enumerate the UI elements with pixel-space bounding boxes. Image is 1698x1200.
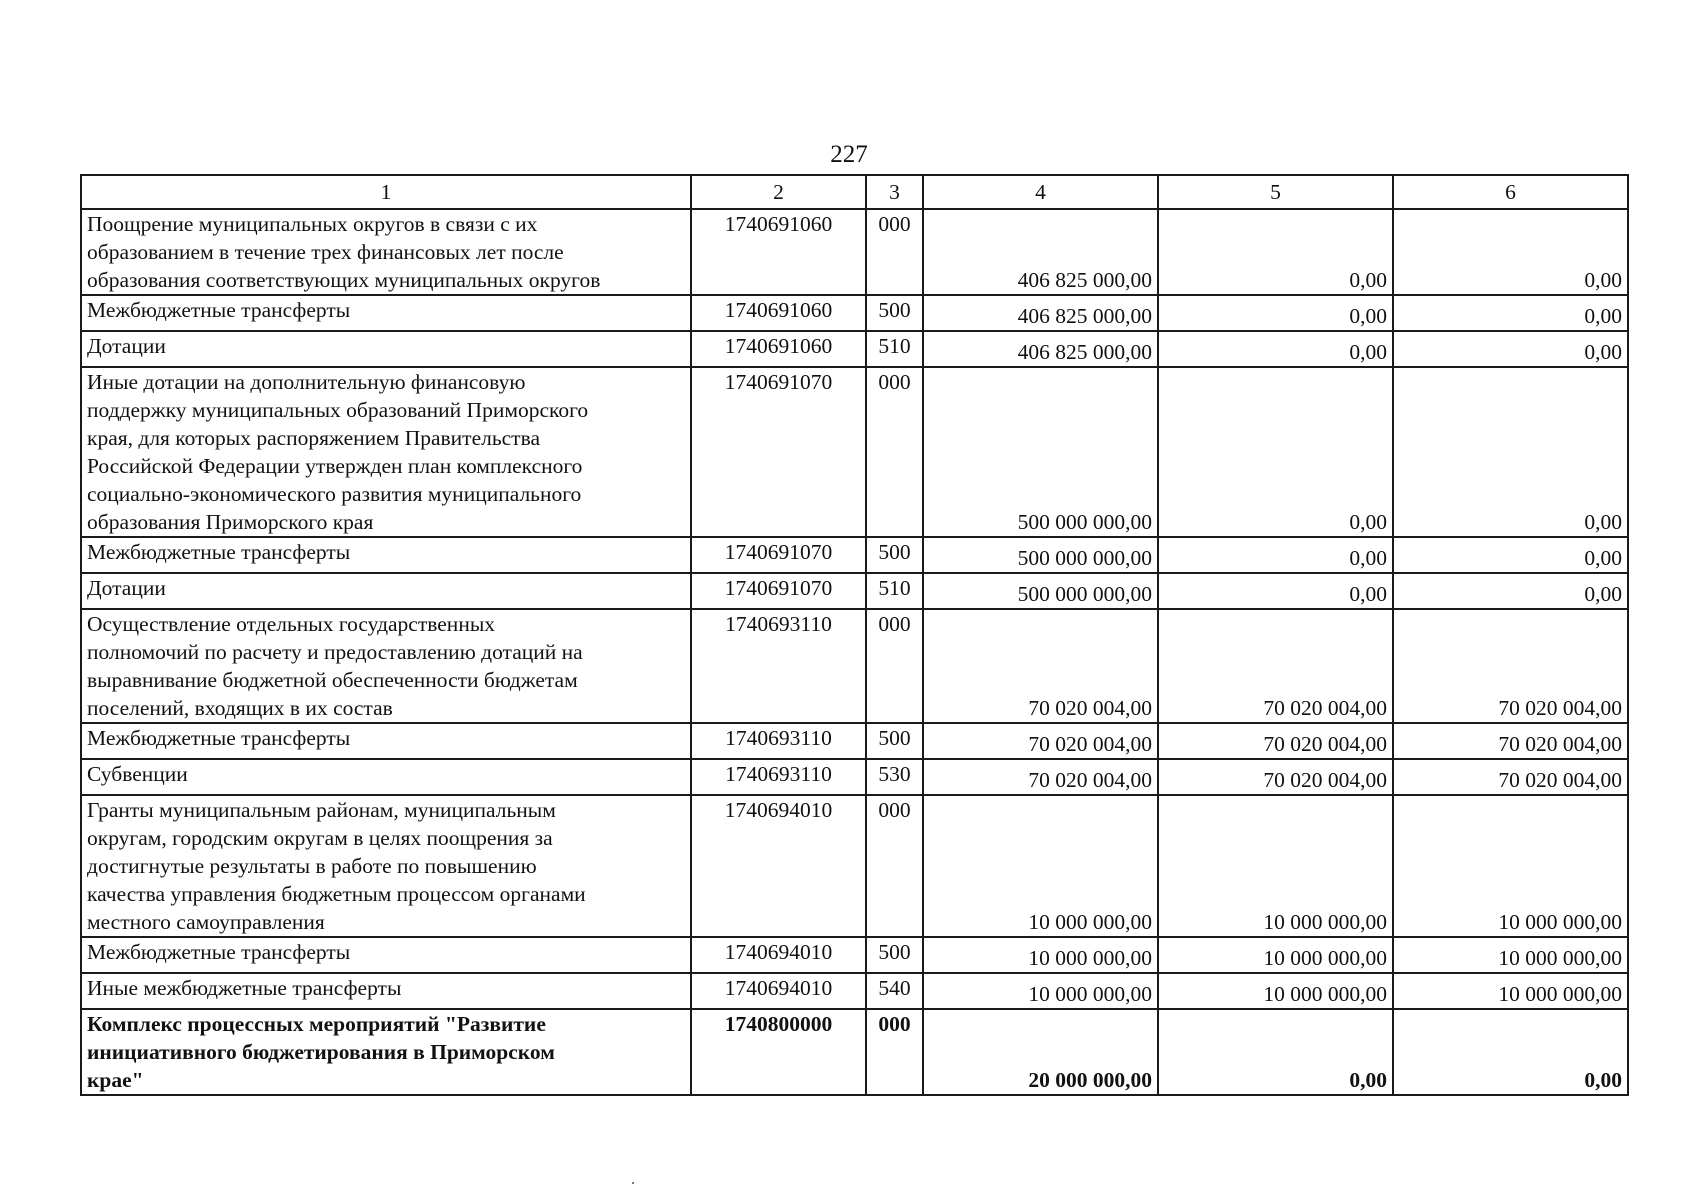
page-number: 227 xyxy=(830,141,868,168)
row-name-line: Осуществление отдельных государственных xyxy=(87,612,496,636)
header-cell-3: 3 xyxy=(866,175,923,209)
scan-speck xyxy=(632,1182,634,1184)
row-name-line: местного самоуправления xyxy=(87,910,325,934)
row-type-cell: 500 xyxy=(866,723,923,759)
row-amount-cell-6: 0,00 xyxy=(1393,209,1628,295)
row-amount-cell-6: 0,00 xyxy=(1393,331,1628,367)
row-type-cell: 000 xyxy=(866,1009,923,1095)
row-code-cell: 1740800000 xyxy=(691,1009,866,1095)
header-cell-1: 1 xyxy=(81,175,691,209)
row-code-cell: 1740691060 xyxy=(691,331,866,367)
row-amount-cell-4: 10 000 000,00 xyxy=(923,973,1158,1009)
row-amount-cell-6: 10 000 000,00 xyxy=(1393,937,1628,973)
row-amount-cell-5: 0,00 xyxy=(1158,209,1393,295)
row-name-line: образования Приморского края xyxy=(87,510,374,534)
row-name-cell xyxy=(81,1009,691,1095)
row-name-cell xyxy=(81,759,691,795)
table-row xyxy=(81,537,1628,573)
header-cell-2: 2 xyxy=(691,175,866,209)
table-header-row xyxy=(81,175,1628,209)
table-row xyxy=(81,295,1628,331)
table-row xyxy=(81,609,1628,723)
row-type-cell: 000 xyxy=(866,795,923,937)
row-amount-cell-5: 0,00 xyxy=(1158,367,1393,537)
row-type-cell: 000 xyxy=(866,609,923,723)
row-amount-cell-4: 20 000 000,00 xyxy=(923,1009,1158,1095)
row-name-cell xyxy=(81,573,691,609)
row-amount-cell-4: 70 020 004,00 xyxy=(923,759,1158,795)
row-code-cell: 1740691060 xyxy=(691,209,866,295)
row-code-cell: 1740693110 xyxy=(691,759,866,795)
row-amount-cell-4: 70 020 004,00 xyxy=(923,609,1158,723)
row-amount-cell-4: 406 825 000,00 xyxy=(923,209,1158,295)
table-row xyxy=(81,209,1628,295)
row-amount-cell-5: 0,00 xyxy=(1158,295,1393,331)
row-amount-cell-5: 10 000 000,00 xyxy=(1158,973,1393,1009)
row-code-cell: 1740694010 xyxy=(691,937,866,973)
row-amount-cell-4: 500 000 000,00 xyxy=(923,367,1158,537)
row-name-line: округам, городским округам в целях поощрения за xyxy=(87,826,553,850)
row-amount-cell-4: 406 825 000,00 xyxy=(923,295,1158,331)
row-amount-cell-5: 70 020 004,00 xyxy=(1158,723,1393,759)
header-cell-6: 6 xyxy=(1393,175,1628,209)
table-row xyxy=(81,331,1628,367)
row-code-cell: 1740694010 xyxy=(691,973,866,1009)
row-name-line: крае" xyxy=(87,1068,144,1092)
row-type-cell: 500 xyxy=(866,937,923,973)
table-row xyxy=(81,973,1628,1009)
row-amount-cell-4: 500 000 000,00 xyxy=(923,537,1158,573)
row-amount-cell-5: 0,00 xyxy=(1158,573,1393,609)
table-row xyxy=(81,1009,1628,1095)
row-amount-cell-5: 0,00 xyxy=(1158,537,1393,573)
row-amount-cell-6: 70 020 004,00 xyxy=(1393,609,1628,723)
table-row xyxy=(81,759,1628,795)
row-name-line: Дотации xyxy=(87,334,166,358)
table-row xyxy=(81,937,1628,973)
row-name-cell xyxy=(81,937,691,973)
row-name-line: Межбюджетные трансферты xyxy=(87,940,351,964)
row-amount-cell-4: 406 825 000,00 xyxy=(923,331,1158,367)
row-code-cell: 1740693110 xyxy=(691,609,866,723)
row-name-line: Российской Федерации утвержден план комплексного xyxy=(87,454,583,478)
row-name-line: образования соответствующих муниципальных округов xyxy=(87,268,601,292)
row-name-cell xyxy=(81,795,691,937)
row-name-line: Межбюджетные трансферты xyxy=(87,298,351,322)
row-name-line: инициативного бюджетирования в Приморском xyxy=(87,1040,555,1064)
row-code-cell: 1740691070 xyxy=(691,367,866,537)
row-name-cell xyxy=(81,331,691,367)
row-name-line: Дотации xyxy=(87,576,166,600)
row-amount-cell-6: 0,00 xyxy=(1393,537,1628,573)
header-cell-4: 4 xyxy=(923,175,1158,209)
row-amount-cell-6: 70 020 004,00 xyxy=(1393,723,1628,759)
row-amount-cell-6: 70 020 004,00 xyxy=(1393,759,1628,795)
row-name-line: Субвенции xyxy=(87,762,188,786)
row-name-line: края, для которых распоряжением Правительства xyxy=(87,426,540,450)
budget-table xyxy=(80,174,1629,1096)
row-name-line: Иные дотации на дополнительную финансовую xyxy=(87,370,526,394)
row-name-line: поддержку муниципальных образований Приморского xyxy=(87,398,589,422)
table-row xyxy=(81,723,1628,759)
row-name-cell xyxy=(81,609,691,723)
row-amount-cell-6: 10 000 000,00 xyxy=(1393,795,1628,937)
row-name-line: образованием в течение трех финансовых лет после xyxy=(87,240,564,264)
row-type-cell: 540 xyxy=(866,973,923,1009)
row-type-cell: 510 xyxy=(866,573,923,609)
row-name-cell xyxy=(81,537,691,573)
row-type-cell: 500 xyxy=(866,537,923,573)
row-name-cell xyxy=(81,209,691,295)
row-amount-cell-6: 0,00 xyxy=(1393,295,1628,331)
row-name-line: Поощрение муниципальных округов в связи с их xyxy=(87,212,538,236)
row-code-cell: 1740694010 xyxy=(691,795,866,937)
row-name-line: выравнивание бюджетной обеспеченности бюджетам xyxy=(87,668,578,692)
row-name-line: Межбюджетные трансферты xyxy=(87,726,351,750)
row-name-line: Межбюджетные трансферты xyxy=(87,540,351,564)
row-name-line: качества управления бюджетным процессом органами xyxy=(87,882,586,906)
row-code-cell: 1740691060 xyxy=(691,295,866,331)
row-type-cell: 510 xyxy=(866,331,923,367)
row-name-cell xyxy=(81,295,691,331)
row-name-line: Иные межбюджетные трансферты xyxy=(87,976,402,1000)
row-name-line: социально-экономического развития муниципального xyxy=(87,482,582,506)
row-amount-cell-4: 10 000 000,00 xyxy=(923,795,1158,937)
row-amount-cell-5: 0,00 xyxy=(1158,331,1393,367)
row-name-line: достигнутые результаты в работе по повышению xyxy=(87,854,537,878)
row-type-cell: 530 xyxy=(866,759,923,795)
row-name-cell xyxy=(81,367,691,537)
row-name-cell xyxy=(81,973,691,1009)
row-amount-cell-6: 10 000 000,00 xyxy=(1393,973,1628,1009)
row-amount-cell-5: 70 020 004,00 xyxy=(1158,759,1393,795)
row-name-line: поселений, входящих в их состав xyxy=(87,696,393,720)
row-type-cell: 000 xyxy=(866,209,923,295)
row-amount-cell-5: 10 000 000,00 xyxy=(1158,795,1393,937)
row-amount-cell-4: 70 020 004,00 xyxy=(923,723,1158,759)
row-name-line: Гранты муниципальным районам, муниципальным xyxy=(87,798,556,822)
row-amount-cell-6: 0,00 xyxy=(1393,573,1628,609)
row-name-line: полномочий по расчету и предоставлению дотаций на xyxy=(87,640,583,664)
table-row xyxy=(81,367,1628,537)
table-row xyxy=(81,573,1628,609)
row-amount-cell-6: 0,00 xyxy=(1393,367,1628,537)
row-name-cell xyxy=(81,723,691,759)
row-amount-cell-4: 500 000 000,00 xyxy=(923,573,1158,609)
row-amount-cell-5: 70 020 004,00 xyxy=(1158,609,1393,723)
row-type-cell: 500 xyxy=(866,295,923,331)
row-code-cell: 1740691070 xyxy=(691,573,866,609)
row-amount-cell-5: 10 000 000,00 xyxy=(1158,937,1393,973)
table-row xyxy=(81,795,1628,937)
row-amount-cell-4: 10 000 000,00 xyxy=(923,937,1158,973)
row-code-cell: 1740693110 xyxy=(691,723,866,759)
row-name-line: Комплекс процессных мероприятий "Развитие xyxy=(87,1012,546,1036)
row-code-cell: 1740691070 xyxy=(691,537,866,573)
header-cell-5: 5 xyxy=(1158,175,1393,209)
row-amount-cell-6: 0,00 xyxy=(1393,1009,1628,1095)
row-type-cell: 000 xyxy=(866,367,923,537)
row-amount-cell-5: 0,00 xyxy=(1158,1009,1393,1095)
